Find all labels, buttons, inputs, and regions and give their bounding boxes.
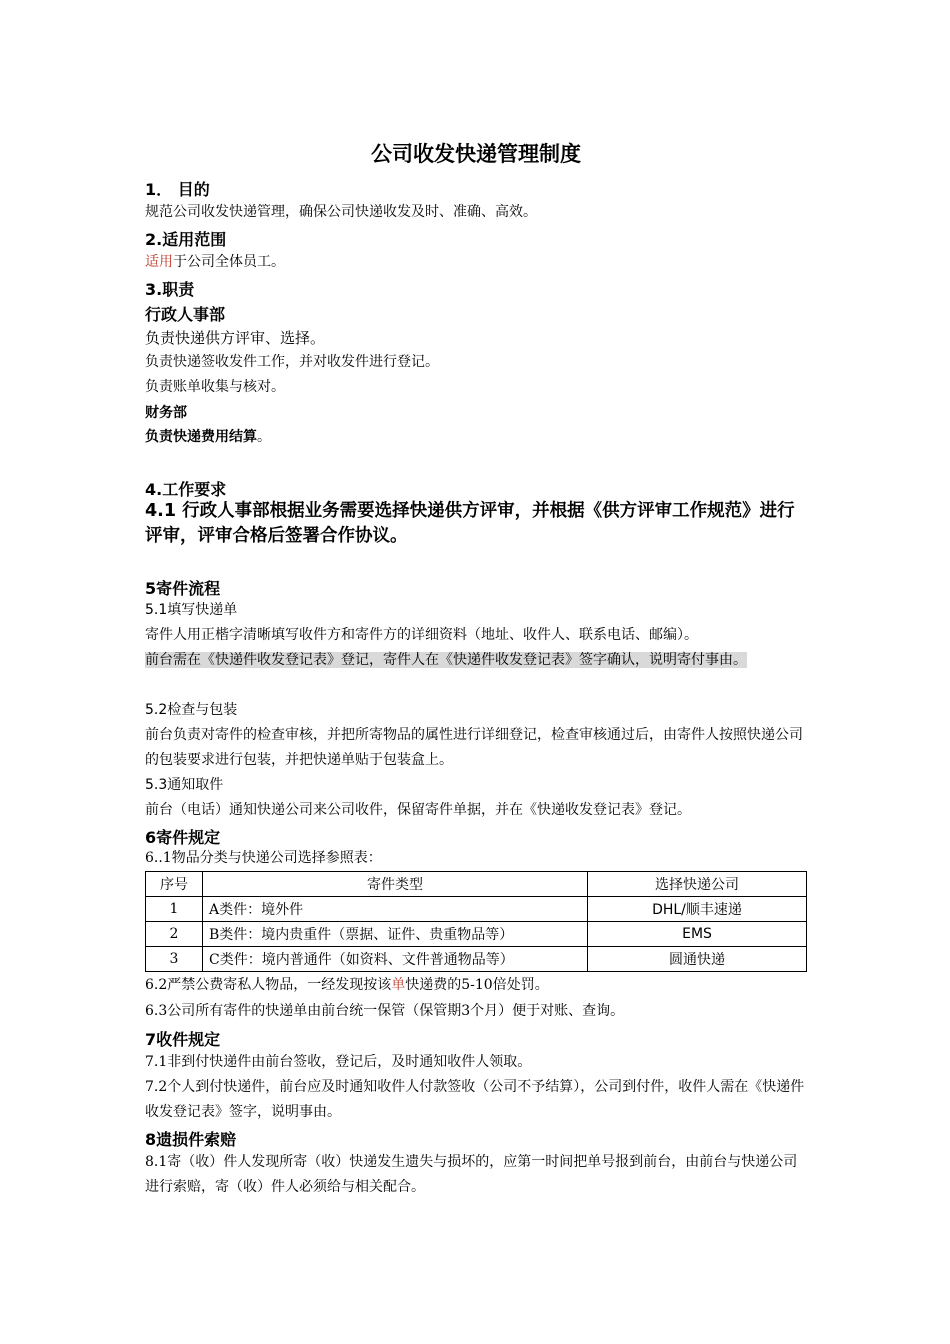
finance-duty-1 (145, 425, 271, 450)
courier-selection-table (145, 871, 807, 972)
section-8-heading: 8遗损件索赔 (145, 1130, 237, 1149)
table-cell: 1 (146, 897, 203, 922)
highlighted-text: 前台需在《快递件收发登记表》登记，寄件人在《快递件收发登记表》签字确认，说明寄付事由。 (145, 652, 747, 668)
section-1-text: 规范公司收发快递管理，确保公司快递收发及时、准确、高效。 (145, 204, 537, 220)
section-6-1-intro: 6..1物品分类与快递公司选择参照表： (145, 850, 382, 866)
section-3-heading: 3.职责 (145, 280, 195, 299)
table-header-cell: 序号 (146, 872, 203, 897)
table-header-cell: 选择快递公司 (588, 872, 807, 897)
table-header-cell: 寄件类型 (203, 872, 588, 897)
section-7-1-text: 7.1非到付快递件由前台签收，登记后，及时通知收件人领取。 (145, 1054, 532, 1070)
table-cell: 圆通快递 (588, 947, 807, 972)
table-row (146, 947, 807, 972)
section-5-2-text: 前台负责对寄件的检查审核，并把所寄物品的属性进行详细登记，检查审核通过后，由寄件人按照快递公司的包装要求进行包装，并把快递单贴于包装盒上。 (145, 727, 803, 768)
section-6-2-part-a: 6.2严禁公费寄私人物品，一经发现按该 (145, 977, 392, 993)
section-2-text (145, 250, 285, 275)
section-2-heading: 2.适用范围 (145, 230, 227, 249)
hr-duty-3: 负责账单收集与核对。 (145, 379, 285, 395)
section-5-heading: 5寄件流程 (145, 579, 221, 598)
section-6-2-part-b: 快递费的5-10倍处罚。 (405, 977, 549, 993)
section-4-1-text: 4.1 行政人事部根据业务需要选择快递供方评审，并根据《供方评审工作规范》进行评审，评审合格后签署合作协议。 (145, 501, 795, 546)
table-row (146, 922, 807, 947)
finance-duty-bold: 负责快递费用结算 (145, 429, 257, 445)
hr-duty-1: 负责快递供方评审、选择。 (145, 329, 326, 347)
section-5-1-text: 寄件人用正楷字清晰填写收件方和寄件方的详细资料（地址、收件人、联系电话、邮编）。 (145, 627, 698, 643)
table-cell: EMS (588, 922, 807, 947)
section-7-heading: 7收件规定 (145, 1030, 221, 1049)
dept-hr-heading: 行政人事部 (145, 305, 226, 324)
section-5-1-highlight (145, 648, 807, 673)
highlight-red-text: 单 (391, 977, 406, 993)
section-1-heading: 1． 目的 (145, 180, 210, 199)
section-5-3-text: 前台（电话）通知快递公司来公司收件，保留寄件单据，并在《快递收发登记表》登记。 (145, 802, 691, 818)
table-cell: B类件：境内贵重件（票据、证件、贵重物品等） (203, 922, 588, 947)
section-6-3-text: 6.3公司所有寄件的快递单由前台统一保管（保管期3个月）便于对账、查询。 (145, 1003, 625, 1019)
section-5-3-heading: 5.3通知取件 (145, 777, 224, 793)
section-8-1-text: 8.1寄（收）件人发现所寄（收）快递发生遗失与损坏的，应第一时间把单号报到前台，由前台与快递公司进行索赔，寄（收）件人必须给与相关配合。 (145, 1154, 798, 1195)
table-header-row (146, 872, 807, 897)
dept-finance-heading: 财务部 (145, 405, 187, 421)
hr-duty-2: 负责快递签收发件工作，并对收发件进行登记。 (145, 354, 439, 370)
table-row (146, 897, 807, 922)
finance-duty-end: 。 (257, 429, 271, 445)
highlight-red-text: 适用 (145, 254, 173, 270)
section-6-heading: 6寄件规定 (145, 828, 221, 847)
section-4-heading: 4.工作要求 (145, 480, 227, 499)
document-title: 公司收发快递管理制度 (371, 142, 581, 166)
section-7-2-text: 7.2个人到付快递件，前台应及时通知收件人付款签收（公司不予结算），公司到付件，收件人需在《快递件收发登记表》签字，说明事由。 (145, 1079, 805, 1120)
section-2-text-rest: 于公司全体员工。 (173, 254, 285, 270)
table-cell: 2 (146, 922, 203, 947)
table-cell: DHL/顺丰速递 (588, 897, 807, 922)
section-5-2-heading: 5.2检查与包装 (145, 702, 238, 718)
table-cell: C类件：境内普通件（如资料、文件普通物品等） (203, 947, 588, 972)
section-6-2-text (145, 973, 549, 998)
table-cell: A类件：境外件 (203, 897, 588, 922)
section-5-1-heading: 5.1填写快递单 (145, 602, 238, 618)
table-cell: 3 (146, 947, 203, 972)
